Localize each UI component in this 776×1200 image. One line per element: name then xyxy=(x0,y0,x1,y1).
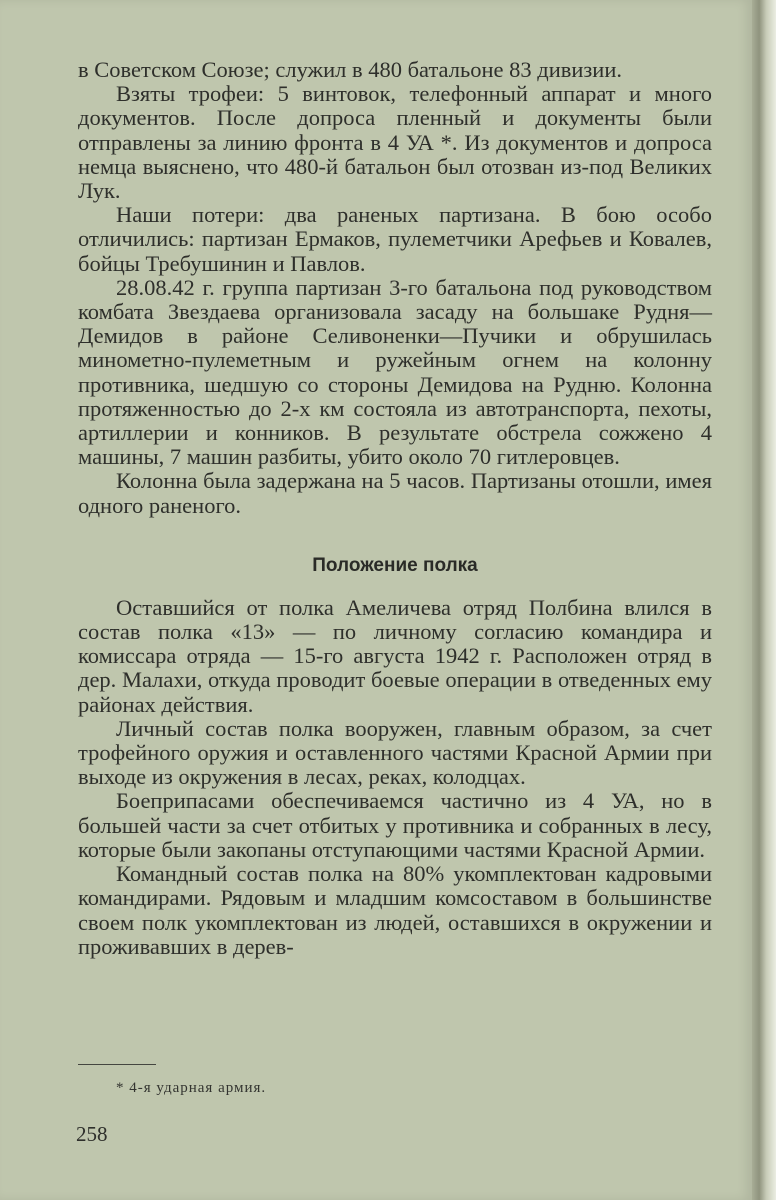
page-body xyxy=(78,58,712,959)
footnote-divider xyxy=(78,1064,156,1065)
section-heading: Положение полка xyxy=(312,554,478,576)
section-paragraph-2: Личный состав полка вооружен, главным образом, за счет трофейного оружия и оставленного частями Красной Армии при выходе из окружения в лесах, реках, колодцах. xyxy=(78,715,712,790)
paragraph-3: Наши потери: два раненых партизана. В бою особо отличились: партизан Ермаков, пулеметчики Арефьев и Ковалев, бойцы Требушинин и Павлов. xyxy=(78,202,712,276)
footnote: * 4-я ударная армия. xyxy=(116,1080,267,1096)
paragraph-1: в Советском Союзе; служил в 480 батальоне 83 дивизии. xyxy=(78,57,623,82)
paragraph-4: 28.08.42 г. группа партизан 3-го батальона под руководством комбата Звездаева организовала засаду на большаке Рудня—Демидов в районе Селивоненки—Пучики и обрушилась минометно-пулеметным и ружейным огнем на колонну противника, шедшую со стороны Демидова на Рудню. Колонна протяженностью до 2-х км состояла из автотранспорта, пехоты, артиллерии и конников. В результате обстрела сожжено 4 машины, 7 машин разбиты, убито около 70 гитлеровцев. xyxy=(78,274,712,470)
section-paragraph-4: Командный состав полка на 80% укомплектован кадровыми командирами. Рядовым и младшим комсоставом в большинстве своем полк укомплектован из людей, оставшихся в окружении и проживавших в дерев- xyxy=(78,861,712,959)
section-spacer xyxy=(78,518,712,530)
paragraph-5: Колонна была задержана на 5 часов. Партизаны отошли, имея одного раненого. xyxy=(78,468,712,518)
page-edge xyxy=(752,0,776,1200)
section-paragraph-3: Боеприпасами обеспечиваемся частично из 4 УА, но в большей части за счет отбитых у противника и собранных в лесу, которые были закопаны отступающими частями Красной Армии. xyxy=(78,788,712,862)
section-paragraph-1: Оставшийся от полка Амеличева отряд Полбина влился в состав полка «13» — по личному согласию командира и комиссара отряда — 15-го августа 1942 г. Расположен отряд в дер. Малахи, откуда проводит боевые операции в отведенных ему районах действия. xyxy=(78,594,712,717)
paragraph-2: Взяты трофеи: 5 винтовок, телефонный аппарат и много документов. После допроса пленный и документы были отправлены за линию фронта в 4 УА *. Из документов и допроса немца выяснено, что 480-й батальон был отозван из-под Великих Лук. xyxy=(78,81,712,204)
page-number: 258 xyxy=(76,1122,108,1146)
